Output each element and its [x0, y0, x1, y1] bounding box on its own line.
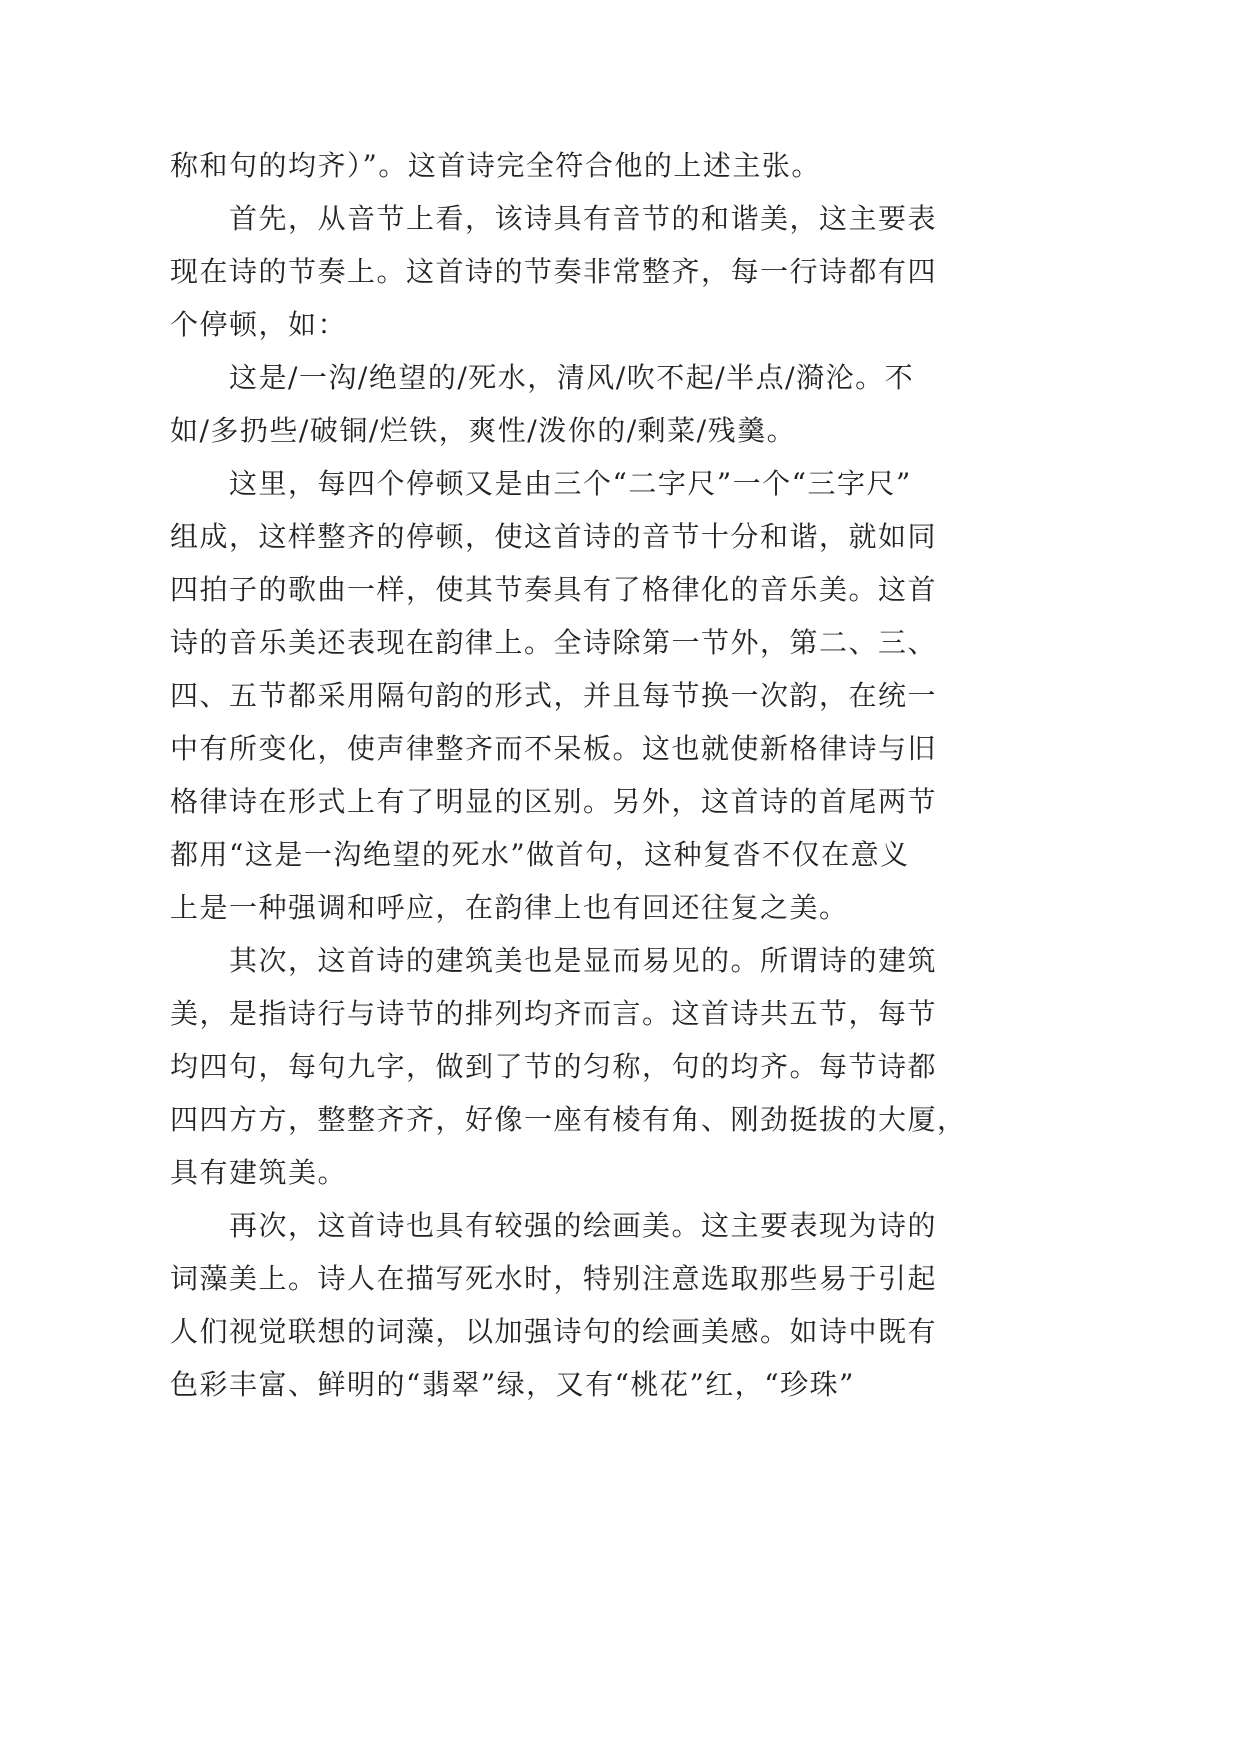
text-line: 四四方方，整整齐齐，好像一座有棱有角、刚劲挺拔的大厦，: [170, 1103, 967, 1136]
text-line: 美，是指诗行与诗节的排列均齐而言。这首诗共五节，每节: [170, 997, 938, 1030]
text-line: 诗的音乐美还表现在韵律上。全诗除第一节外，第二、三、: [170, 626, 938, 659]
text-line: 再次，这首诗也具有较强的绘画美。这主要表现为诗的: [229, 1209, 938, 1242]
text-line: 四、五节都采用隔句韵的形式，并且每节换一次韵，在统一: [170, 679, 938, 712]
text-line: 现在诗的节奏上。这首诗的节奏非常整齐，每一行诗都有四: [170, 255, 938, 288]
text-line: 首先，从音节上看，该诗具有音节的和谐美，这主要表: [229, 202, 938, 235]
text-line: 这是/一沟/绝望的/死水，清风/吹不起/半点/漪沦。不: [229, 361, 915, 394]
text-line: 称和句的均齐）”。这首诗完全符合他的上述主张。: [170, 149, 821, 182]
text-line: 个停顿，如：: [170, 308, 348, 341]
paragraph: [170, 139, 970, 192]
text-line: 色彩丰富、鲜明的“翡翠”绿，又有“桃花”红，“珍珠”: [170, 1368, 855, 1401]
text-line: 中有所变化，使声律整齐而不呆板。这也就使新格律诗与旧: [170, 732, 938, 765]
text-line: 都用“这是一沟绝望的死水”做首句，这种复沓不仅在意义: [170, 838, 910, 871]
paragraph: [170, 457, 970, 934]
text-line: 人们视觉联想的词藻，以加强诗句的绘画美感。如诗中既有: [170, 1315, 938, 1348]
text-line: 格律诗在形式上有了明显的区别。另外，这首诗的首尾两节: [170, 785, 938, 818]
text-line: 均四句，每句九字，做到了节的匀称，句的均齐。每节诗都: [170, 1050, 938, 1083]
text-line: 其次，这首诗的建筑美也是显而易见的。所谓诗的建筑: [229, 944, 938, 977]
text-line: 这里，每四个停顿又是由三个“二字尺”一个“三字尺”: [229, 467, 912, 500]
paragraph: [170, 934, 970, 1199]
text-line: 具有建筑美。: [170, 1156, 348, 1189]
paragraph: [170, 192, 970, 351]
document-body: [170, 139, 970, 1411]
text-line: 词藻美上。诗人在描写死水时，特别注意选取那些易于引起: [170, 1262, 938, 1295]
text-line: 组成，这样整齐的停顿，使这首诗的音节十分和谐，就如同: [170, 520, 938, 553]
text-line: 如/多扔些/破铜/烂铁，爽性/泼你的/剩菜/残羹。: [170, 414, 797, 447]
paragraph: [170, 1199, 970, 1411]
paragraph: [170, 351, 970, 457]
text-line: 上是一种强调和呼应，在韵律上也有回还往复之美。: [170, 891, 849, 924]
text-line: 四拍子的歌曲一样，使其节奏具有了格律化的音乐美。这首: [170, 573, 938, 606]
